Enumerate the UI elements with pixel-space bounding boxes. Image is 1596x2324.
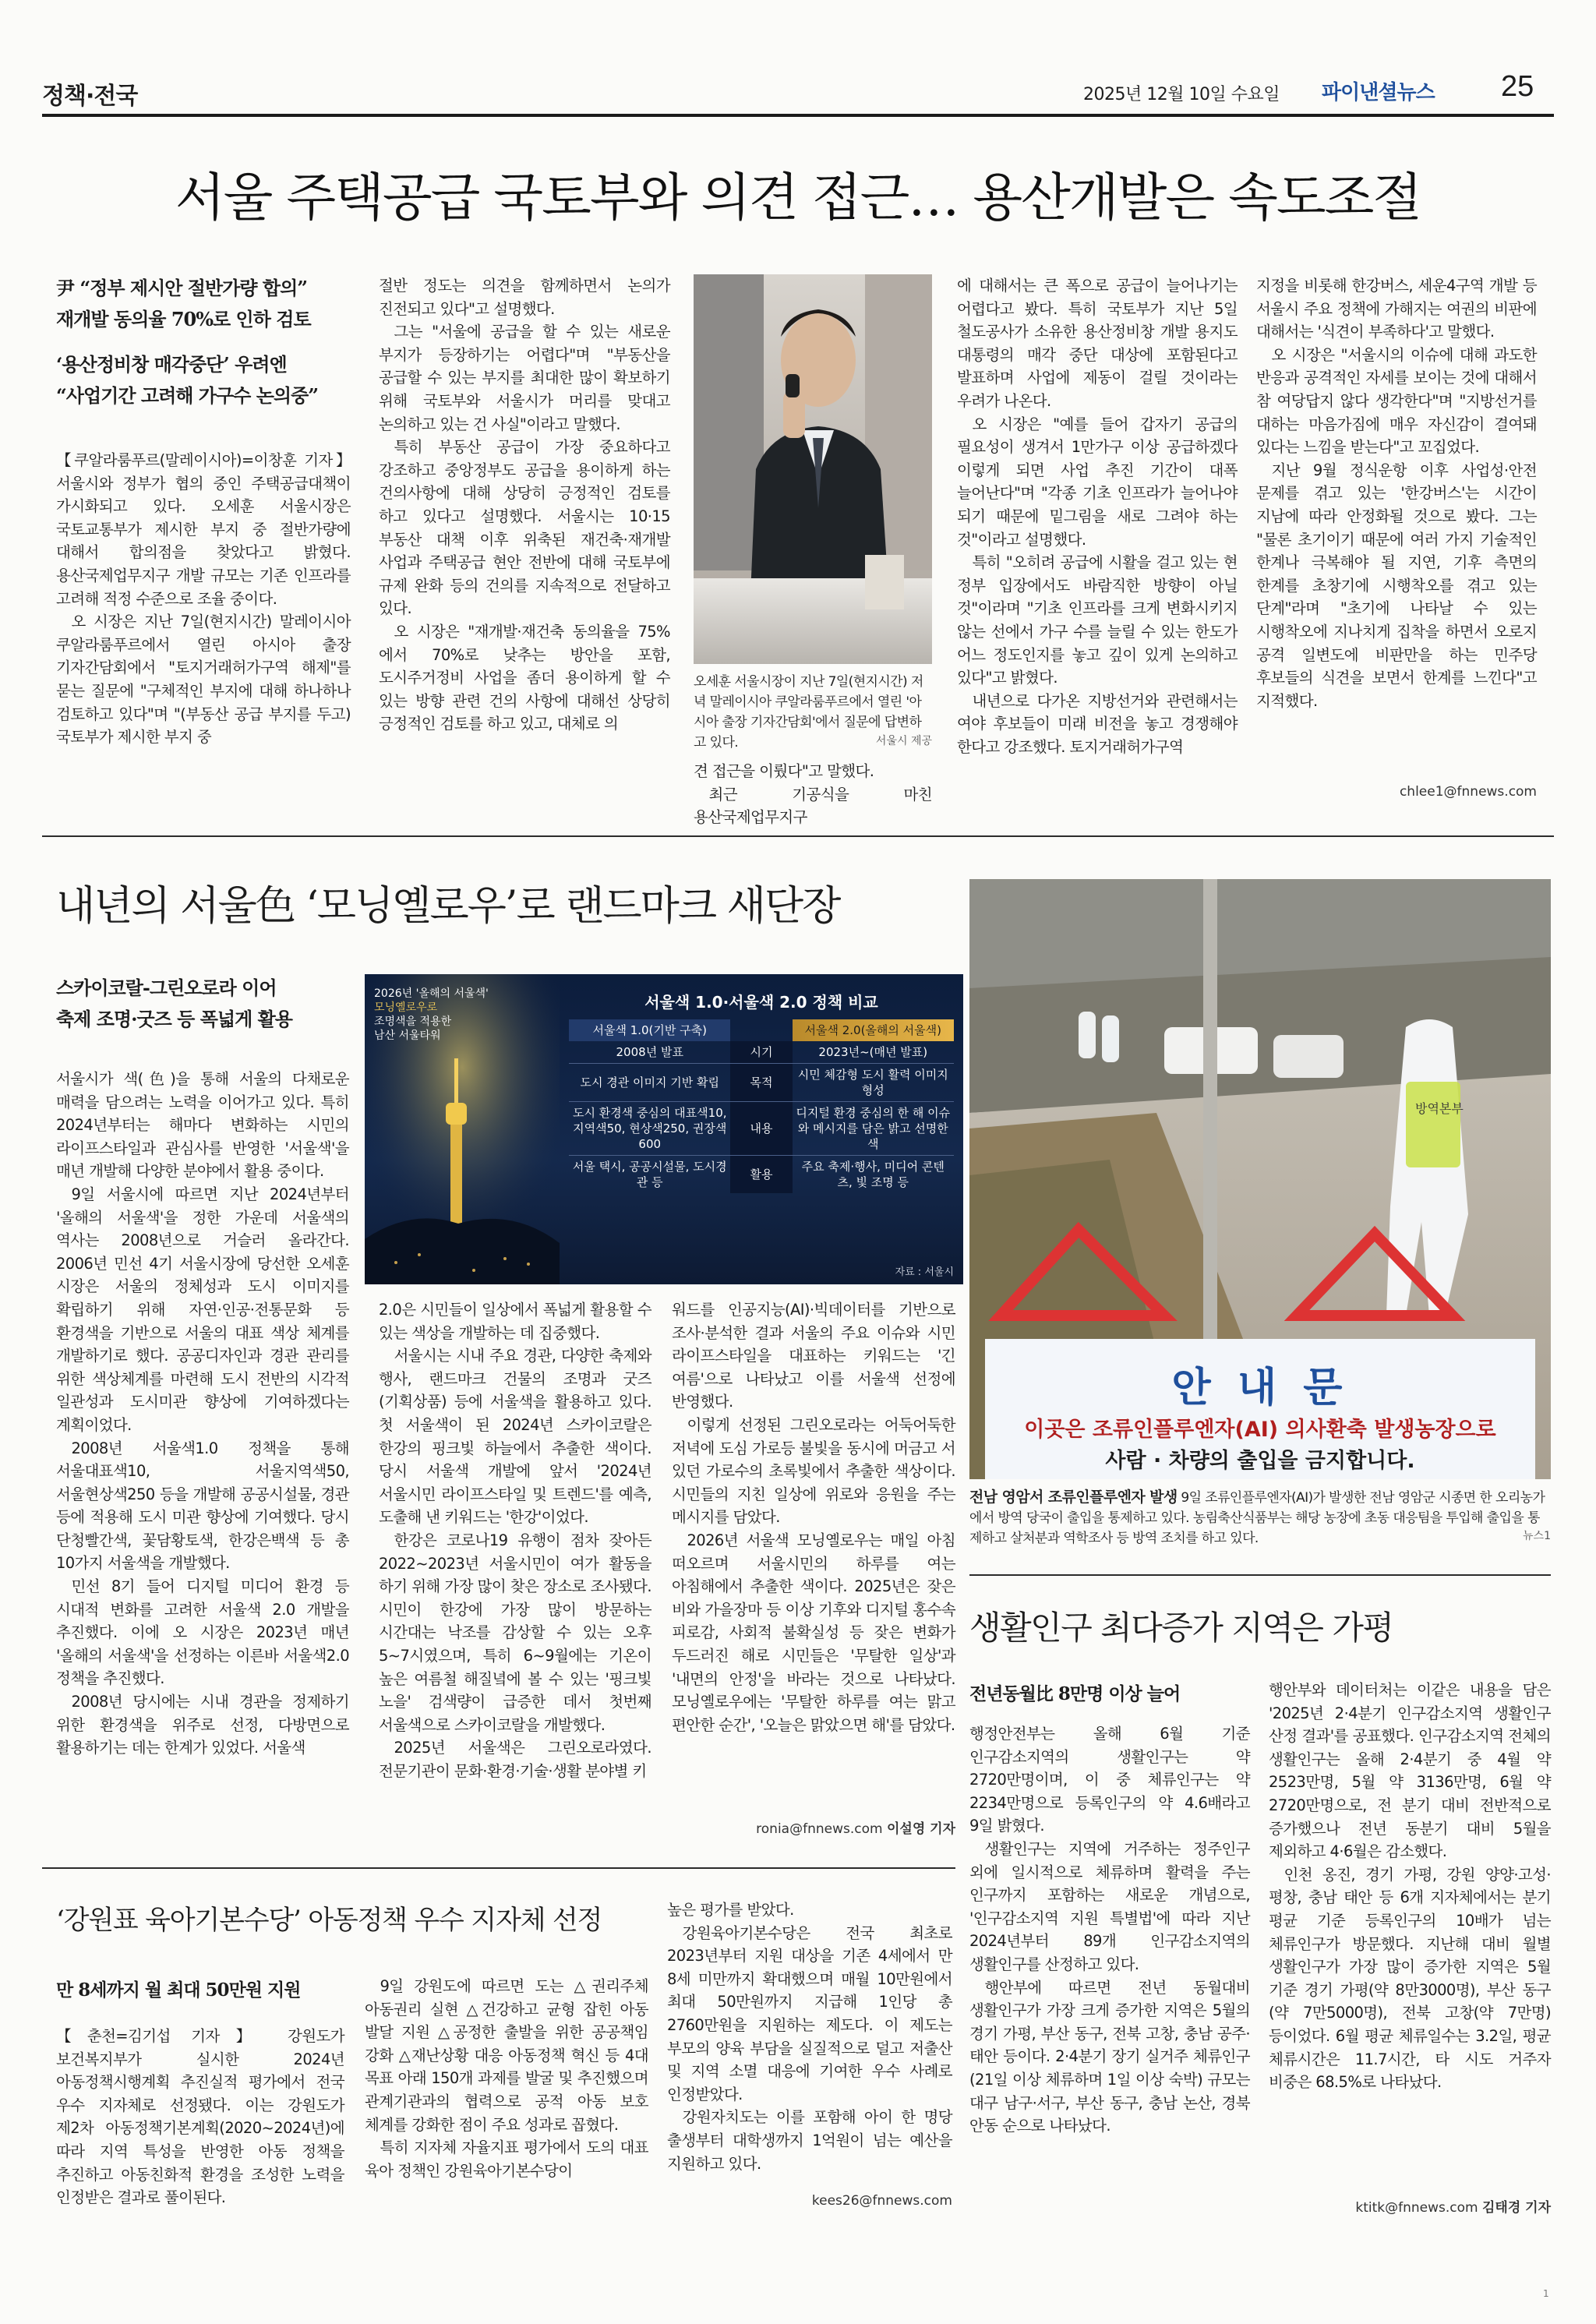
cell-right: 주요 축제·행사, 미디어 콘텐츠, 빛 조명 등 [801,1160,945,1189]
paragraph: 민선 8기 들어 디지털 미디어 환경 등 시대적 변화를 고려한 서울색 2.0 개발을 추진했다. 이에 오 시장은 2023년 매년 '올해의 서울색'을 선정하는 이른바 서울색2.0 정책을 추진했다. [56,1577,349,1688]
paragraph: 한강은 코로나19 유행이 점차 잦아든 2022~2023년 서울시민이 여가 활동을 하기 위해 가장 많이 찾은 장소로 조사됐다. 시민이 한강에 가장 많이 방문하는 시간대는 낙조를 감상할 수 있는 오후 5~7시였으며, 특히 6~9월에는 기온이 높은 여름철 해질녘에 볼 수 있는 '핑크빛 노을' 검색량이 급증한 데서 첫번째 서울색으로 스카이코랄을 개발했다. [379,1531,651,1734]
article2-subheads [56,973,352,1035]
paragraph: 【춘천=김기섭 기자】 강원도가 보건복지부가 실시한 2024년 아동정책시행계획 추진실적 평가에서 전국 우수 지자체로 선정됐다. 이는 강원도가 제2차 아동정책기본계획(2020~2024년)에 따라 지역 특성을 반영한 아동 정책을 추진하고 아동친화적 환경을 조성한 노력을 인정받은 결과로 풀이된다. [56,2027,344,2207]
paragraph: 행안부에 따르면 전년 동월대비 생활인구가 가장 크게 증가한 지역은 5월의 경기 가평, 부산 동구, 전북 고창, 충남 공주·태안 등이다. 2·4분기 장기 실거주 체류인구(21일 이상 체류하며 1일 이상 숙박) 규모는 대구 남구·서구, 부산 동구, 충남 논산, 경북 안동 순으로 나타났다. [969,1978,1250,2135]
cell-right: 디지털 환경 중심의 한 해 이슈와 메시지를 담은 밝고 선명한 색 [793,1102,955,1156]
article1-column-4 [957,274,1238,806]
paragraph: 워드를 인공지능(AI)·빅데이터를 기반으로 조사·분석한 결과 서울의 주요 이슈와 시민 라이프스타일을 대표하는 키워드는 '긴 여름'으로 나타났고 이를 서울색 선정에 반영했다. [672,1301,955,1411]
article2-column-2 [379,1298,651,1839]
label-line: 남산 서울타워 [374,1030,441,1042]
label-line: 2026년 '올해의 서울색' [374,987,489,1000]
paragraph: 9일 강원도에 따르면 도는 △권리주체 아동권리 실현 △건강하고 균형 잡힌 아동 발달 지원 △공정한 출발을 위한 공공책임 강화 △재난상황 대응 아동정책 혁신 등 4대 목표 아래 150개 과제를 발굴 및 추진했으며 관계기관과의 협력으로 공적 아동 보호 체계를 강화한 점이 주요 성과로 꼽혔다. [365,1977,648,2134]
subhead: 재개발 동의율 70%로 인하 검토 [56,308,311,330]
notice-sign-line1: 이곳은 조류인플루엔자(AI) 의사환축 발생농장으로 [1024,1418,1496,1442]
mayor-illustration [694,274,932,664]
paragraph: 서울시는 시내 주요 경관, 다양한 축제와 행사, 랜드마크 건물의 조명과 굿즈(기획상품) 등에 서울색을 활용하고 있다. 첫 서울색이 된 2024년 스카이코랄은 한강의 핑크빛 하늘에서 추출한 색이다. 당시 서울색 개발에 앞서 '2024년 서울시민 라이프스타일 및 트렌드'를 예측, 도출해 낸 키워드는 '한강'이었다. [379,1347,651,1527]
page-number: 25 [1501,70,1534,103]
label-line: 모닝옐로우로 [374,1001,438,1014]
paragraph: 최근 기공식을 마친 용산국제업무지구 [694,785,932,827]
article2-headline: 내년의 서울色 ‘모닝옐로우’로 랜드마크 새단장 [56,883,840,930]
issue-date: 2025년 12월 10일 수요일 [1083,85,1280,104]
paragraph: 행안부와 데이터처는 이같은 내용을 담은 '2025년 2·4분기 인구감소지역 생활인구 산정 결과'를 공표했다. 인구감소지역 전체의 생활인구는 올해 2·4분기 중 4월 약 2523만명, 5월 약 3136만명, 6월 약 2720만명으로, 전 분기 대비 전반적으로 증가했으나 전년 동분기 대비 5월을 제외하고 4·6월은 감소했다. [1269,1681,1551,1861]
subhead: 尹 “정부 제시안 절반가량 합의” [56,277,308,299]
table-row [569,1156,954,1194]
mayor-photo [694,274,932,664]
header-rule [42,114,1554,117]
cell-mid: 내용 [730,1102,792,1156]
byline-name: 이설영 기자 [886,1821,955,1837]
paragraph: 에 대해서는 큰 폭으로 공급이 늘어나기는 어렵다고 봤다. 특히 국토부가 지난 5일 철도공사가 소유한 용산정비창 개발 용지도 대통령의 매각 중단 대상에 포함된다고 발표하며 사업에 제동이 걸릴 것이라는 우려가 나온다. [957,277,1238,410]
table-row [569,1041,954,1064]
paragraph: 생활인구는 지역에 거주하는 정주인구 외에 일시적으로 체류하며 활력을 주는 인구까지 포함하는 새로운 개념으로, '인구감소지역 지원 특별법'에 따라 지난 2024년부터 89개 인구감소지역의 생활인구를 산정하고 있다. [969,1839,1250,1973]
paragraph: 2.0은 시민들이 일상에서 폭넓게 활용할 수 있는 색상을 개발하는 데 집중했다. [379,1301,651,1342]
table-row [569,1064,954,1102]
cell-left: 도시 경관 이미지 기반 확립 [569,1064,730,1102]
article4-byline [1269,2196,1551,2216]
article3-byline: kees26@fnnews.com [811,2193,952,2209]
byline-email: ronia@fnnews.com [756,1821,883,1837]
article3-column-3 [667,1898,952,2192]
paragraph: 오 시장은 "예를 들어 갑자기 공급의 필요성이 생겨서 1만가구 이상 공급하겠다 이렇게 되면 사업 추진 기간이 대폭 늘어난다"며 "각종 기초 인프라가 늘어나야 되기 때문에 밑그림을 새로 그려야 하는 것"이라고 설명했다. [957,415,1238,549]
article2-column-3 [672,1298,955,1816]
article3-subhead: 만 8세까지 월 최대 50만원 지원 [56,1980,301,2001]
paragraph: 이렇게 선정된 그린오로라는 어둑어둑한 저녁에 도심 가로등 불빛을 동시에 머금고 서 있던 가로수의 초록빛에서 추출한 색상이다. 시민들의 지친 일상에 위로와 응원을 주는 메시지를 담았다. [672,1415,955,1527]
article1-bottom-rule [42,835,1554,837]
paragraph: 지정을 비롯해 한강버스, 세운4구역 개발 등 서울시 주요 정책에 가해지는 여권의 비판에 대해서는 '식견이 부족하다'고 말했다. [1256,277,1537,341]
newspaper-logo: 파이낸셜뉴스 [1322,81,1435,104]
caption-body: 9일 조류인플루엔자(AI)가 발생한 전남 영암군 시종면 한 오리농가에서 방역 당국이 출입을 통제하고 있다. 농림축산식품부는 해당 농장에 초동 대응팀을 투입해 출입을 통제하고 살처분과 역학조사 등 방역 조치를 하고 있다. [969,1490,1545,1546]
mayor-photo-caption: 오세훈 서울시장이 지난 7일(현지시간) 저녁 말레이시아 쿠알라룸푸르에서 열린 '아시아 출장 기자간담회'에서 질문에 답변하고 있다. [694,674,923,751]
subhead: 스카이코랄-그린오로라 이어 [56,977,277,999]
comparison-table [569,1019,954,1193]
caption-title: 전남 영암서 조류인플루엔자 발생 [969,1489,1178,1506]
paragraph: 인천 옹진, 경기 가평, 강원 양양·고성·평창, 충남 태안 등 6개 지자체에서는 분기 평균 기준 등록인구의 10배가 넘는 체류인구가 방문했다. 지난해 대비 월별 생활인구가 가장 많이 증가한 지역은 5월 기준 경기 가평(약 8만3000명), 부산 동구(약 7만5000명), 전북 고창(약 7만명) 등이었다. 6월 평균 체류일수는 3.2일, 평균 체류시간은 11.7시간, 타 시도 거주자 비중은 68.5%로 나타났다. [1269,1865,1551,2092]
cell-right: 시민 체감형 도시 활력 이미지 형성 [793,1064,955,1102]
article1-column-3 [694,760,932,827]
paragraph: 지난 9월 정식운항 이후 사업성·안전 문제를 겪고 있는 '한강버스'는 시간이 지남에 따라 안정화될 것으로 봤다. 그는 "물론 초기이기 때문에 여러 가지 기술적인 한계나 극복해야 될 지연, 기후 측면의 한계를 초창기에 시행착오를 겪고 있는 단계"라며 "초기에 나타날 수 있는 시행착오에 지나치게 집착을 하면서 오로지 공격 일변도에 비판만을 하는 민주당 후보들의 식견을 보면서 한계를 느낀다"고 지적했다. [1256,461,1537,710]
article2-bottom-rule [42,1867,955,1869]
paragraph: 특히 부동산 공급이 가장 중요하다고 강조하고 중앙정부도 공급을 용이하게 하는 건의사항에 대해 상당히 긍정적인 검토를 하고 있다고 설명했다. 서울시는 10·15 부동산 대책 이후 위축된 재건축·재개발 사업과 주택공급 현안 전반에 대해 국토부에 규제 완화 등의 건의를 지속적으로 전달하고 있다. [379,438,670,618]
table-row [569,1102,954,1156]
label-line: 조명색을 적용한 [374,1015,452,1028]
article4-column-1 [969,1722,1250,2216]
infographic-photo-label [374,987,507,1043]
col-header-left: 서울색 1.0(기반 구축) [569,1019,730,1041]
subhead: “사업기간 고려해 가구수 논의중” [56,384,319,407]
article1-column-1 [56,449,351,806]
paragraph: 그는 "서울에 공급을 할 수 있는 새로운 부지가 등장하기는 어렵다"며 "부동산을 공급할 수 있는 부지를 최대한 많이 확보하기 위해 국토부와 서울시가 머리를 맞대고 논의하고 있는 건 사실"이라고 말했다. [379,323,670,433]
footer-mark: 1 [1543,2288,1549,2299]
cell-mid: 목적 [730,1064,792,1102]
article2-column-1 [56,1068,349,1839]
paragraph: 2025년 서울색은 그린오로라였다. 전문기관이 문화·환경·기술·생활 분야별 키 [379,1739,651,1780]
paragraph: 행정안전부는 올해 6월 기준 인구감소지역의 생활인구는 약 2720만명이며, 이 중 체류인구는 약 2234만명으로 등록인구의 약 4.6배라고 9일 밝혔다. [969,1725,1250,1835]
paragraph: 오 시장은 "재개발·재건축 동의율을 75%에서 70%로 낮추는 방안을 포함, 도시주거정비 사업을 좀더 용이하게 할 수 있는 방향 관련 건의 사항에 대해선 상당히 긍정적인 검토를 하고 있고, 대체로 의 [379,622,670,733]
byline-name: 김태경 기자 [1481,2200,1551,2216]
cell-right: 2023년~(매년 발표) [793,1041,955,1064]
avian-flu-photo-credit: 뉴스1 [1523,1530,1551,1542]
notice-sign-title: 안 내 문 [1171,1364,1349,1411]
paragraph: 9일 서울시에 따르면 지난 2024년부터 '올해의 서울색'을 정한 가운데 서울색의 역사는 2008년으로 거슬러 올라간다. 2006년 민선 4기 서울시장에 당선한 오세훈 시장은 서울의 정체성과 도시 이미지를 확립하기 위해 자연·인공·전통문화 등 환경색을 기반으로 서울의 대표 색상 체계를 개발하기로 했다. 공공디자인과 경관 관리를 위한 색상체계를 마련해 도시 전반의 시각적 일관성과 도시미관 향상에 기여하겠다는 계획이었다. [56,1185,349,1434]
article4-headline: 생활인구 최다증가 지역은 가평 [969,1609,1393,1647]
paragraph: 오 시장은 지난 7일(현지시간) 말레이시아 쿠알라룸푸르에서 열린 아시아 출장 기자간담회에서 "토지거래허가구역 해제"를 묻는 질문에 "구체적인 부지에 대해 하나하나 검토하고 있다"며 "(부동산 공급 부지를 두고) 국토부가 제시한 부지 중 [56,613,351,747]
article4-column-2 [1269,1679,1551,2198]
article2-byline [672,1817,955,1837]
paragraph: 2026년 서울색 모닝옐로우는 매일 아침 떠오르며 서울시민의 하루를 여는 아침해에서 추출한 색이다. 2025년은 잦은 비와 가을장마 등 이상 기후와 디지털 홍수속 피로감, 사회적 불확실성 등 잦은 변화가 두드러진 해로 시민들은 '무탈한 일상'과 '내면의 안정'을 바라는 것으로 나타났다. 모닝옐로우에는 '무탈한 하루를 여는 맑고 편안한 순간', '오늘은 맑았으면 해'를 담았다. [672,1531,955,1734]
subhead: ‘용산정비창 매각중단’ 우려엔 [56,353,287,376]
subhead: 축제 조명·굿즈 등 폭넓게 활용 [56,1008,292,1030]
infographic-table [569,1019,954,1193]
paragraph: 【쿠알라룸푸르(말레이시아)=이창훈 기자】 서울시와 정부가 협의 중인 주택공급대책이 가시화되고 있다. 오세훈 서울시장은 국토교통부가 제시한 부지 중 절반가량에 대해서 합의점을 찾았다고 밝혔다. 용산국제업무지구 개발 규모는 기존 인프라를 고려해 적정 수준으로 조율 중이다. [56,451,351,608]
paragraph: 특히 지자체 자율지표 평가에서 도의 대표 육아 정책인 강원육아기본수당이 [365,2139,648,2180]
mayor-photo-credit: 서울시 제공 [875,735,932,747]
article1-byline: chlee1@fnnews.com [1399,784,1537,800]
paragraph: 강원자치도는 이를 포함해 아이 한 명당 출생부터 대학생까지 1억원이 넘는 예산을 지원하고 있다. [667,2108,952,2173]
table-header-row [569,1019,954,1041]
article3-column-2 [365,1975,648,2215]
cell-left: 2008년 발표 [569,1041,730,1064]
paragraph: 강원육아기본수당은 전국 최초로 2023년부터 지원 대상을 기존 4세에서 만 8세 미만까지 확대했으며 매월 10만원에서 최대 50만원까지 지급해 1인당 총 2760만원을 지원하는 제도다. 이 제도는 부모의 양육 부담을 실질적으로 덜고 저출산 및 지역 소멸 대응에 기여한 우수 사례로 인정받았다. [667,1923,952,2103]
cell-mid: 활용 [730,1156,792,1194]
paragraph: 서울시가 색(色)을 통해 서울의 다채로운 매력을 담으려는 노력을 이어가고 있다. 특히 2024년부터는 해마다 변화하는 시민의 라이프스타일과 관심사를 반영한 '서울색'을 매년 개발해 다양한 분야에서 활용 중이다. [56,1070,349,1181]
avian-flu-photo [969,879,1551,1479]
seoul-color-infographic [365,974,963,1284]
infographic-source: 자료 : 서울시 [895,1266,954,1278]
article1-column-5 [1256,274,1537,782]
article3-column-1 [56,2025,344,2215]
cell-mid: 시기 [730,1041,792,1064]
notice-sign-line2: 사람 · 차량의 출입을 금지합니다. [1105,1449,1415,1473]
col-header-mid [730,1019,792,1041]
infographic-title: 서울색 1.0·서울색 2.0 정책 비교 [644,993,878,1012]
byline-email: ktitk@fnnews.com [1355,2200,1478,2216]
article3-headline: ‘강원표 육아기본수당’ 아동정책 우수 지자체 선정 [56,1905,602,1936]
photo-story-bottom-rule [969,1574,1551,1576]
paragraph: 내년으로 다가온 지방선거와 관련해서는 여야 후보들이 미래 비전을 놓고 경쟁해야 한다고 강조했다. 토지거래허가구역 [957,691,1238,756]
cell-left: 도시 환경색 중심의 대표색10, 지역색50, 현상색250, 권장색600 [569,1102,730,1156]
vest-text: 방역본부 [1415,1101,1464,1116]
article1-subheads [56,273,352,411]
paragraph: 오 시장은 "서울시의 이슈에 대해 과도한 반응과 공격적인 자세를 보이는 것에 대해서 참 여당답지 않다 생각한다"며 "지방선거를 대하는 마음가짐에 매우 자신감이 결여돼 있다는 느낌을 받는다"고 꼬집었다. [1256,345,1537,457]
paragraph: 2008년 당시에는 시내 경관을 정제하기 위한 환경색을 위주로 선정, 다방면으로 활용하기는 데는 한계가 있었다. 서울색 [56,1693,349,1757]
article4-subhead: 전년동월比 8만명 이상 늘어 [969,1683,1181,1704]
avian-flu-caption [969,1487,1551,1549]
col-header-right: 서울색 2.0(올해의 서울색) [793,1019,955,1041]
section-label: 정책·전국 [42,83,138,110]
cell-left: 서울 택시, 공공시설물, 도시경관 등 [572,1160,727,1189]
article1-column-2 [379,274,670,806]
paragraph: 절반 정도는 의견을 함께하면서 논의가 진전되고 있다"고 설명했다. [379,277,670,318]
paragraph: 2008년 서울색1.0 정책을 통해 서울대표색10, 서울지역색50, 서울현상색250 등을 개발해 공공시설물, 경관 등에 적용해 도시 미관 향상에 기여했다. 당시 단청빨간색, 꽃담황토색, 한강은백색 등 총 10가지 서울색을 개발했다. [56,1439,349,1573]
paragraph: 견 접근을 이뤘다"고 말했다. [694,762,874,780]
paragraph: 높은 평가를 받았다. [667,1901,794,1919]
article1-headline: 서울 주택공급 국토부와 의견 접근… 용산개발은 속도조절 [175,168,1421,228]
paragraph: 특히 "오히려 공급에 시활을 걸고 있는 현 정부 입장에서도 바람직한 방향이 아닐 것"이라며 "기초 인프라를 크게 변화시키지 않는 선에서 가구 수를 늘릴 수 있는 한도가 어느 정도인지를 놓고 깊이 있게 논의하고 있다"고 밝혔다. [957,553,1238,687]
notice-sign [985,1339,1535,1479]
